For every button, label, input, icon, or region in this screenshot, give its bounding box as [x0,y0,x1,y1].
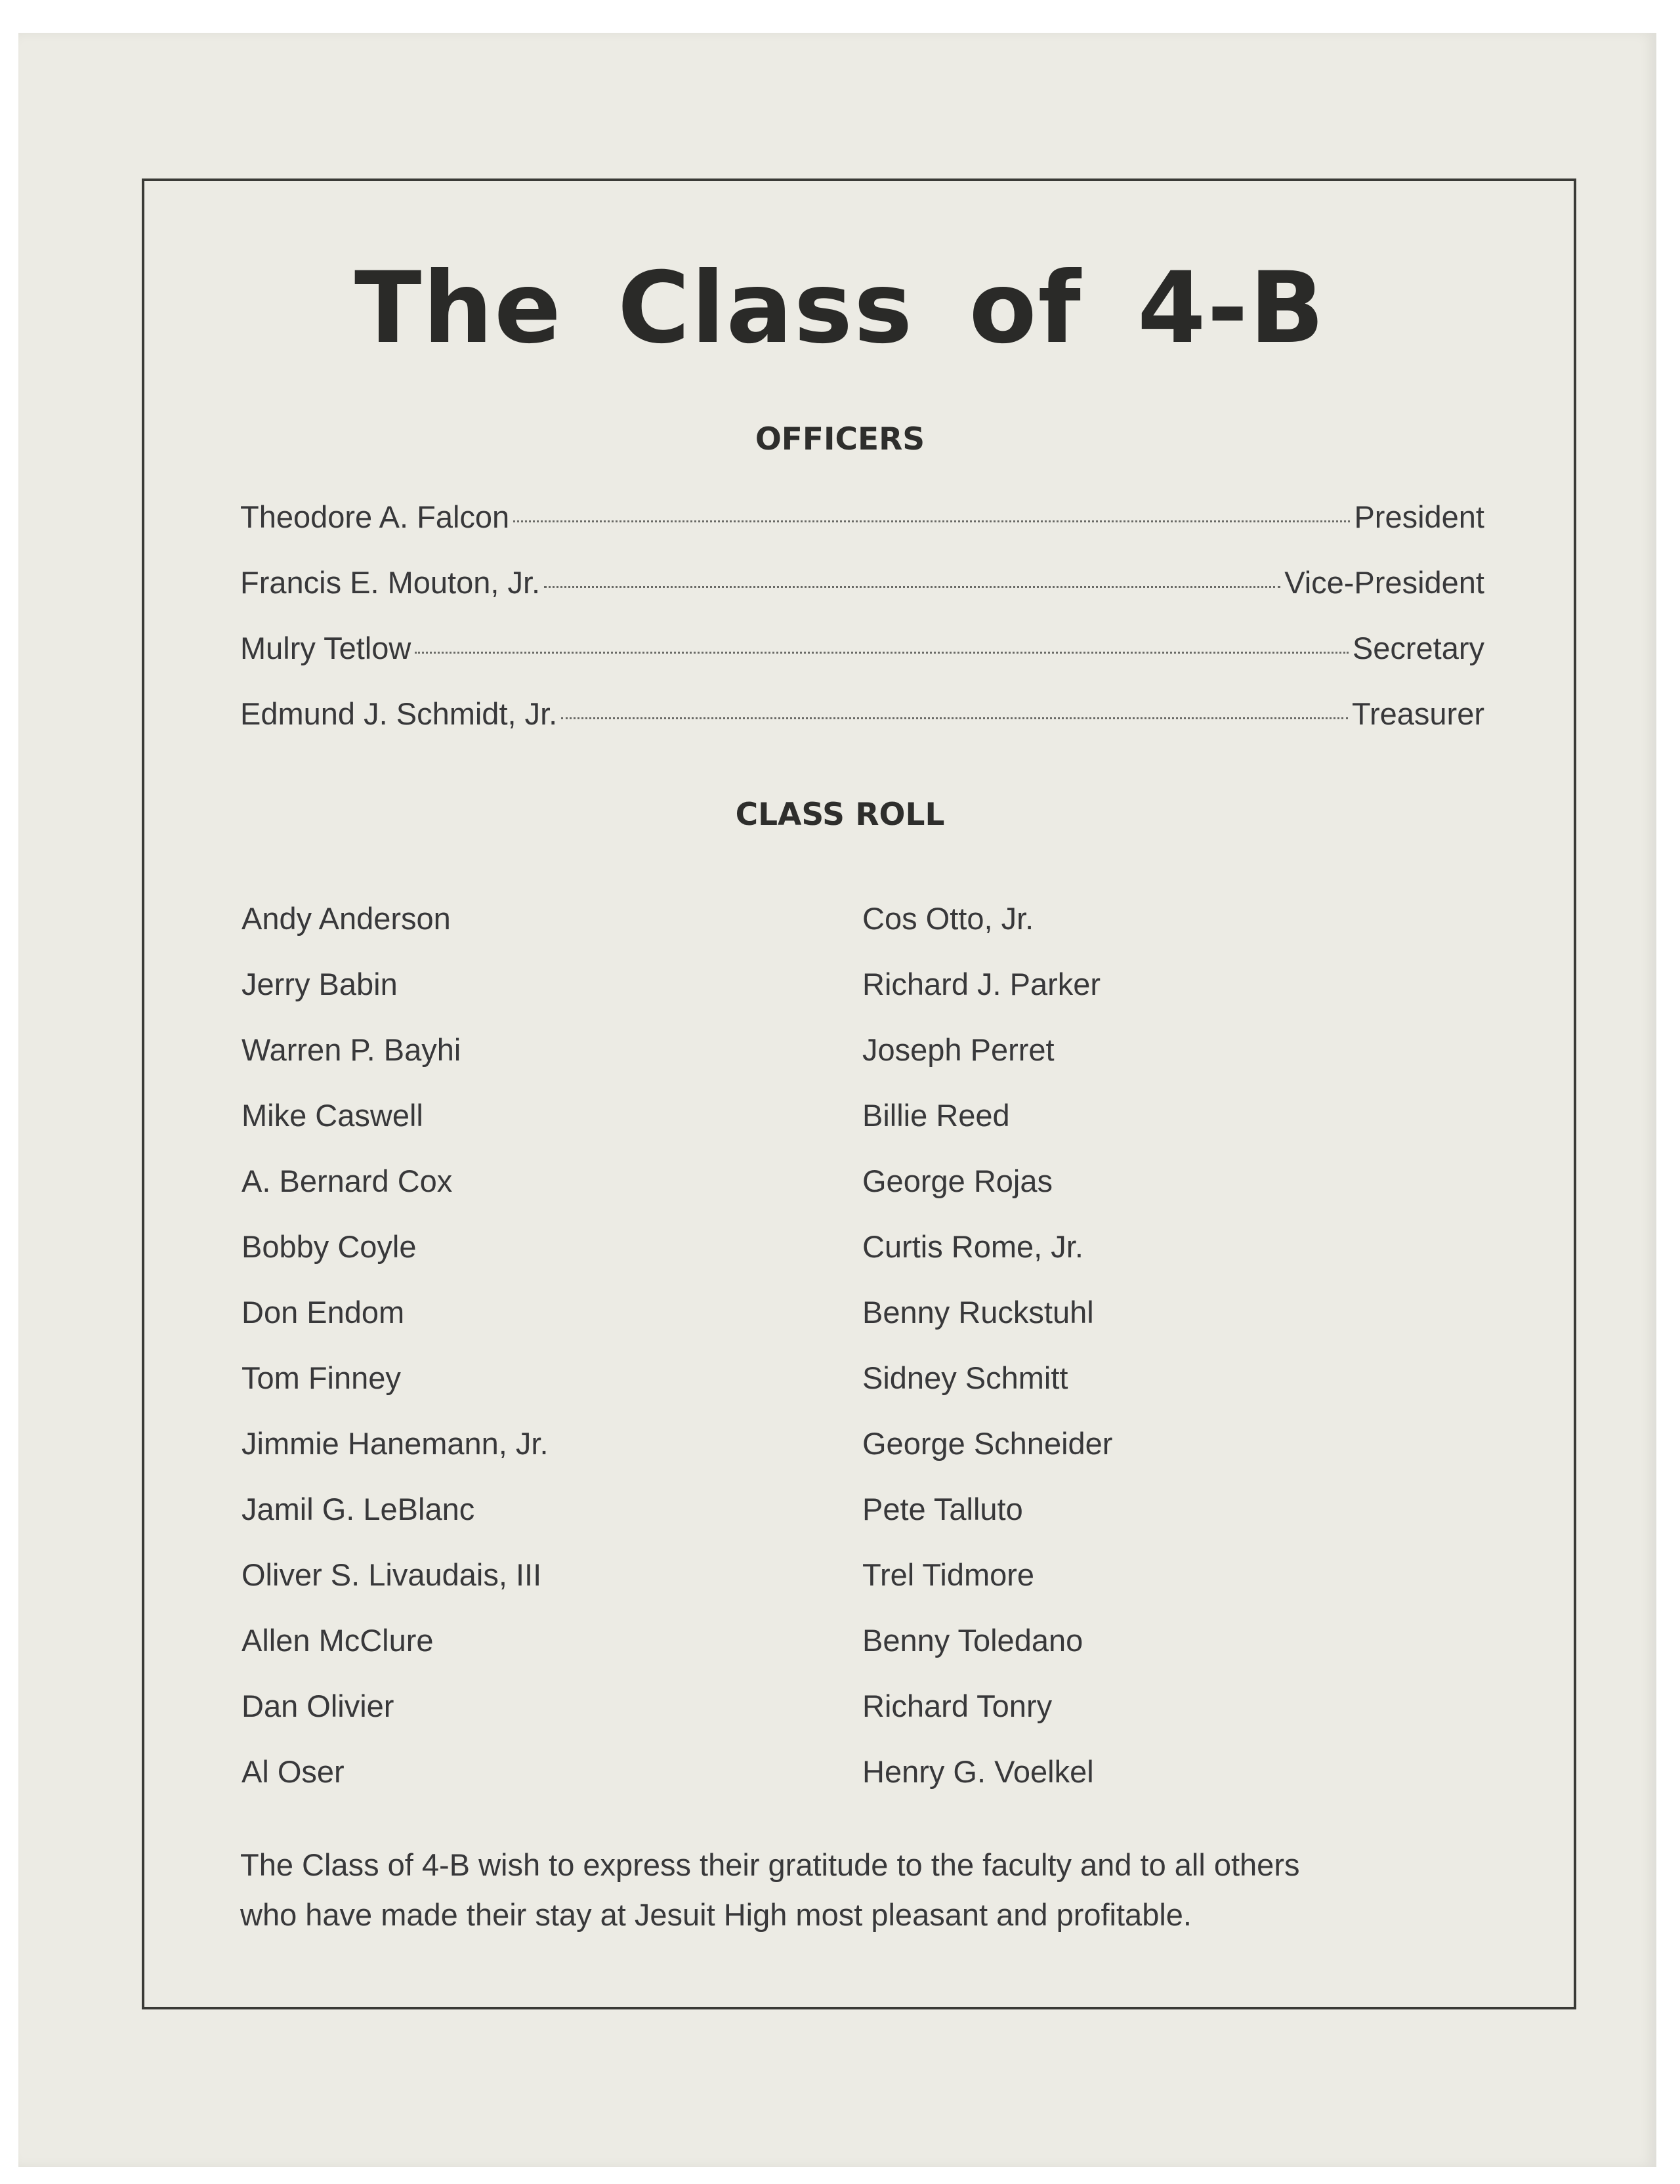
roll-name: Sidney Schmitt [862,1360,1068,1395]
officer-office: Vice-President [1284,565,1484,600]
roll-name: Andy Anderson [242,901,451,936]
officer-name: Mulry Tetlow [240,631,411,665]
dot-leader [544,586,1280,588]
officers-list [240,499,1484,761]
roll-name: Allen McClure [242,1623,434,1658]
roll-name: Bobby Coyle [242,1229,417,1264]
roll-name: Richard J. Parker [862,967,1101,1001]
closing-paragraph [240,1840,1487,1940]
roll-name: Oliver S. Livaudais, III [242,1557,542,1592]
roll-name: Dan Olivier [242,1689,394,1723]
roll-name: Curtis Rome, Jr. [862,1229,1083,1264]
officer-row [240,696,1484,761]
officer-name: Theodore A. Falcon [240,499,510,534]
roll-name: Benny Toledano [862,1623,1083,1658]
roll-name: A. Bernard Cox [242,1164,453,1198]
dot-leader [561,717,1348,719]
officer-name: Francis E. Mouton, Jr. [240,565,541,600]
officer-office: President [1354,499,1484,534]
roll-name: Benny Ruckstuhl [862,1295,1094,1330]
dot-leader [513,520,1350,522]
roll-name: George Rojas [862,1164,1053,1198]
class-roll-heading: CLASS ROLL [735,797,945,833]
closing-line: The Class of 4-B wish to express their gratitude to the faculty and to all others [240,1847,1300,1882]
officer-name: Edmund J. Schmidt, Jr. [240,696,558,731]
officer-row [240,499,1484,564]
class-roll-right-column [862,886,1112,1805]
roll-name: Jimmie Hanemann, Jr. [242,1426,549,1461]
roll-name: Don Endom [242,1295,405,1330]
roll-name: Joseph Perret [862,1032,1055,1067]
roll-name: Warren P. Bayhi [242,1032,461,1067]
officers-heading: OFFICERS [755,421,925,457]
roll-name: Jerry Babin [242,967,398,1001]
roll-name: Richard Tonry [862,1689,1053,1723]
class-roll-left-column [242,886,549,1805]
roll-name: George Schneider [862,1426,1113,1461]
officer-row [240,564,1484,630]
roll-name: Billie Reed [862,1098,1010,1133]
roll-name: Henry G. Voelkel [862,1754,1094,1789]
roll-name: Trel Tidmore [862,1557,1035,1592]
closing-line: who have made their stay at Jesuit High most pleasant and profitable. [240,1897,1192,1932]
roll-name: Mike Caswell [242,1098,423,1133]
roll-name: Al Oser [242,1754,345,1789]
roll-name: Tom Finney [242,1360,401,1395]
page-title: The Class of 4-B [354,251,1326,366]
officer-row [240,630,1484,696]
dot-leader [415,652,1349,654]
roll-name: Jamil G. LeBlanc [242,1492,475,1526]
roll-name: Pete Talluto [862,1492,1023,1526]
roll-name: Cos Otto, Jr. [862,901,1034,936]
officer-office: Treasurer [1352,696,1484,731]
officer-office: Secretary [1352,631,1484,665]
